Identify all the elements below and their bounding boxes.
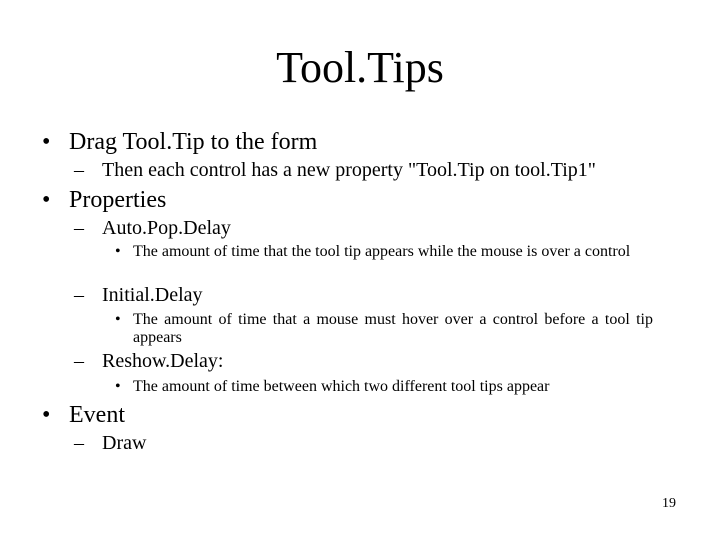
subbullet-text: Reshow.Delay: (102, 350, 224, 372)
bullet-icon: • (42, 402, 51, 428)
subbullet-autopopdelay (74, 216, 684, 240)
bullet-icon: • (115, 378, 121, 395)
subbullet-text: Draw (102, 432, 147, 454)
detail-autopopdelay (115, 243, 675, 279)
bullet-text: Properties (69, 187, 167, 213)
bullet-icon: • (115, 311, 121, 328)
detail-text: The amount of time between which two different tool tips appear (133, 378, 550, 395)
bullet-event (42, 401, 682, 429)
detail-text: The amount of time that a mouse must hover over a control before a tool tip appears (133, 311, 653, 346)
bullet-text: Event (69, 402, 125, 428)
page-number: 19 (662, 496, 676, 511)
subbullet-initialdelay (74, 283, 684, 307)
detail-text: The amount of time that the tool tip appears while the mouse is over a control (133, 243, 631, 260)
subbullet-text: Then each control has a new property "Tool.Tip on tool.Tip1" (102, 159, 596, 181)
detail-initialdelay (115, 311, 675, 347)
subbullet-text: Auto.Pop.Delay (102, 217, 231, 239)
dash-icon: – (74, 432, 84, 454)
bullet-icon: • (115, 243, 121, 260)
subbullet-draw (74, 431, 684, 455)
bullet-icon: • (42, 129, 51, 155)
dash-icon: – (74, 350, 84, 372)
detail-reshowdelay (115, 378, 675, 396)
bullet-text: Drag Tool.Tip to the form (69, 129, 318, 155)
dash-icon: – (74, 159, 84, 181)
bullet-properties (42, 186, 682, 214)
subbullet-new-property (74, 158, 684, 182)
subbullet-text: Initial.Delay (102, 284, 203, 306)
subbullet-reshowdelay (74, 349, 684, 373)
dash-icon: – (74, 284, 84, 306)
bullet-icon: • (42, 187, 51, 213)
dash-icon: – (74, 217, 84, 239)
bullet-drag-tooltip (42, 128, 682, 156)
slide-title: Tool.Tips (276, 43, 444, 92)
